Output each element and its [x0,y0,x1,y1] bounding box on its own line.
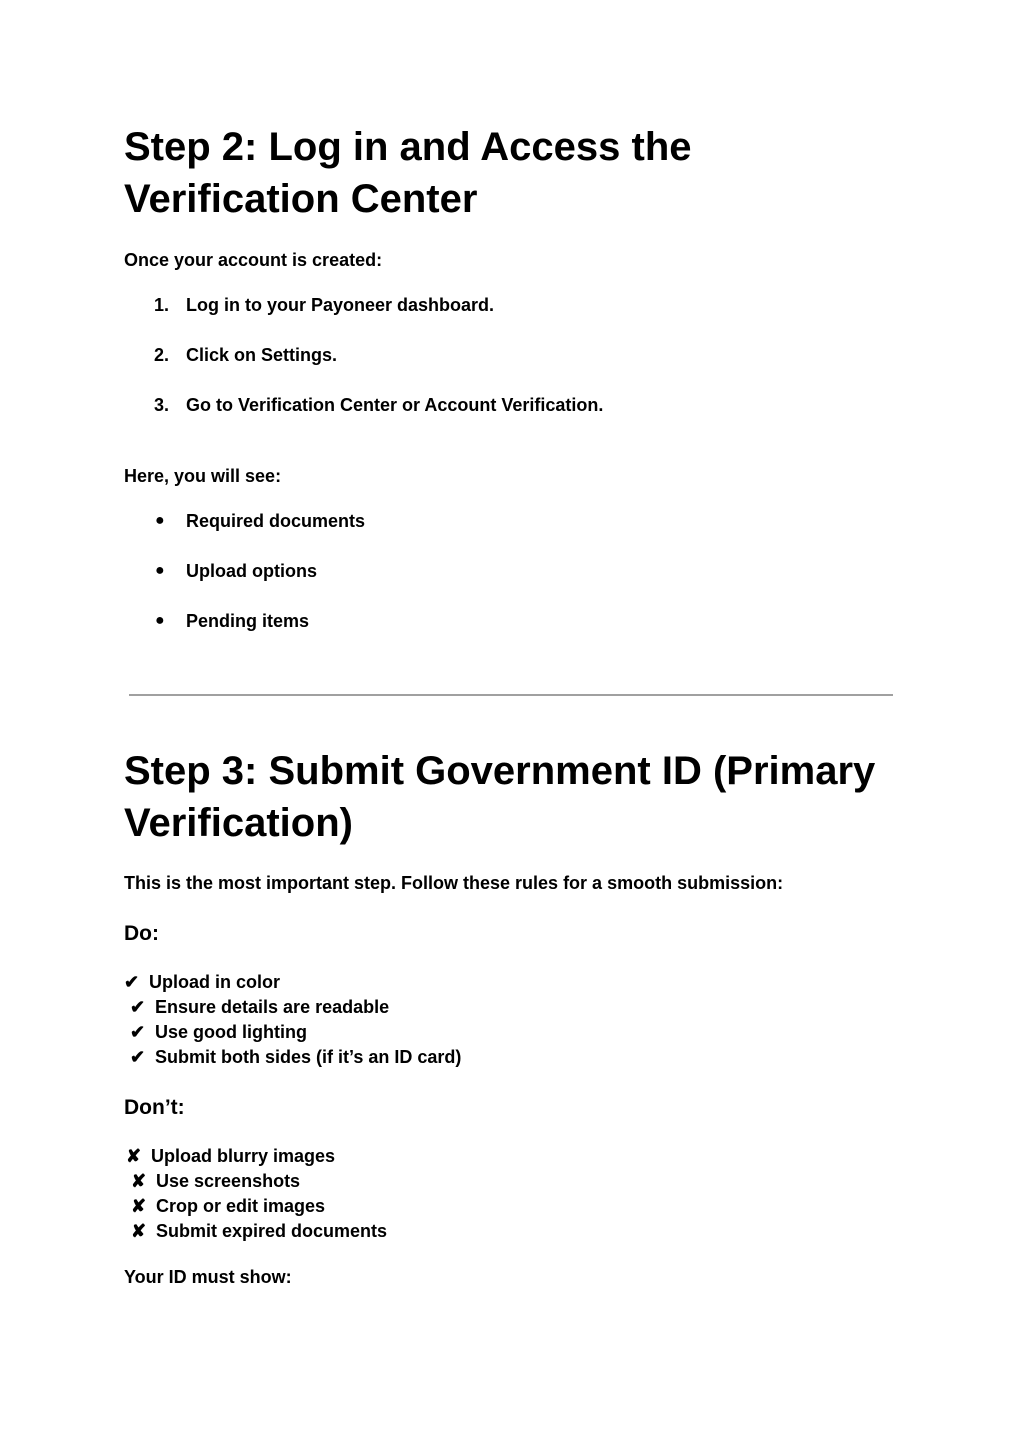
dont-item-text: Submit expired documents [156,1221,388,1241]
do-item [130,1045,461,1070]
cross-icon: ✘ [131,1196,147,1216]
list-item-text: Go to Verification Center or Account Verification. [186,395,604,415]
list-number: 2. [154,345,170,365]
id-must-show-label: Your ID must show: [124,1267,292,1287]
list-item-text: Click on Settings. [186,345,338,365]
see-label: Here, you will see: [124,466,282,486]
cross-icon: ✘ [131,1221,147,1241]
bullet-icon: ● [155,512,165,529]
dont-item [126,1144,335,1169]
do-item-text: Use good lighting [155,1022,307,1042]
do-item [124,970,280,995]
list-item-text: Required documents [186,511,366,531]
do-item-text: Submit both sides (if it’s an ID card) [155,1047,462,1067]
check-icon: ✔ [124,972,140,992]
do-item [130,995,389,1020]
dont-item-text: Upload blurry images [151,1146,336,1166]
cross-icon: ✘ [131,1171,147,1191]
section-divider [129,694,893,696]
step2-heading: Step 2: Log in and Access the Verification Center [124,125,692,221]
dont-heading: Don’t: [124,1096,185,1119]
check-icon: ✔ [130,997,146,1017]
do-item [130,1020,307,1045]
cross-icon: ✘ [126,1146,142,1166]
do-item-text: Upload in color [149,972,281,992]
dont-item-text: Use screenshots [156,1171,301,1191]
dont-item [131,1219,387,1244]
dont-item [131,1169,300,1194]
dont-item-text: Crop or edit images [156,1196,326,1216]
step2-intro: Once your account is created: [124,250,383,270]
list-item-text: Upload options [186,561,317,581]
list-number: 3. [154,395,170,415]
step3-heading: Step 3: Submit Government ID (Primary Verification) [124,749,876,845]
list-number: 1. [154,295,170,315]
bullet-icon: ● [155,612,165,629]
list-item-text: Log in to your Payoneer dashboard. [186,295,495,315]
check-icon: ✔ [130,1022,146,1042]
do-item-text: Ensure details are readable [155,997,390,1017]
do-heading: Do: [124,922,159,945]
bullet-icon: ● [155,562,165,579]
dont-item [131,1194,325,1219]
step3-intro: This is the most important step. Follow these rules for a smooth submission: [124,873,784,893]
list-item-text: Pending items [186,611,310,631]
check-icon: ✔ [130,1047,146,1067]
